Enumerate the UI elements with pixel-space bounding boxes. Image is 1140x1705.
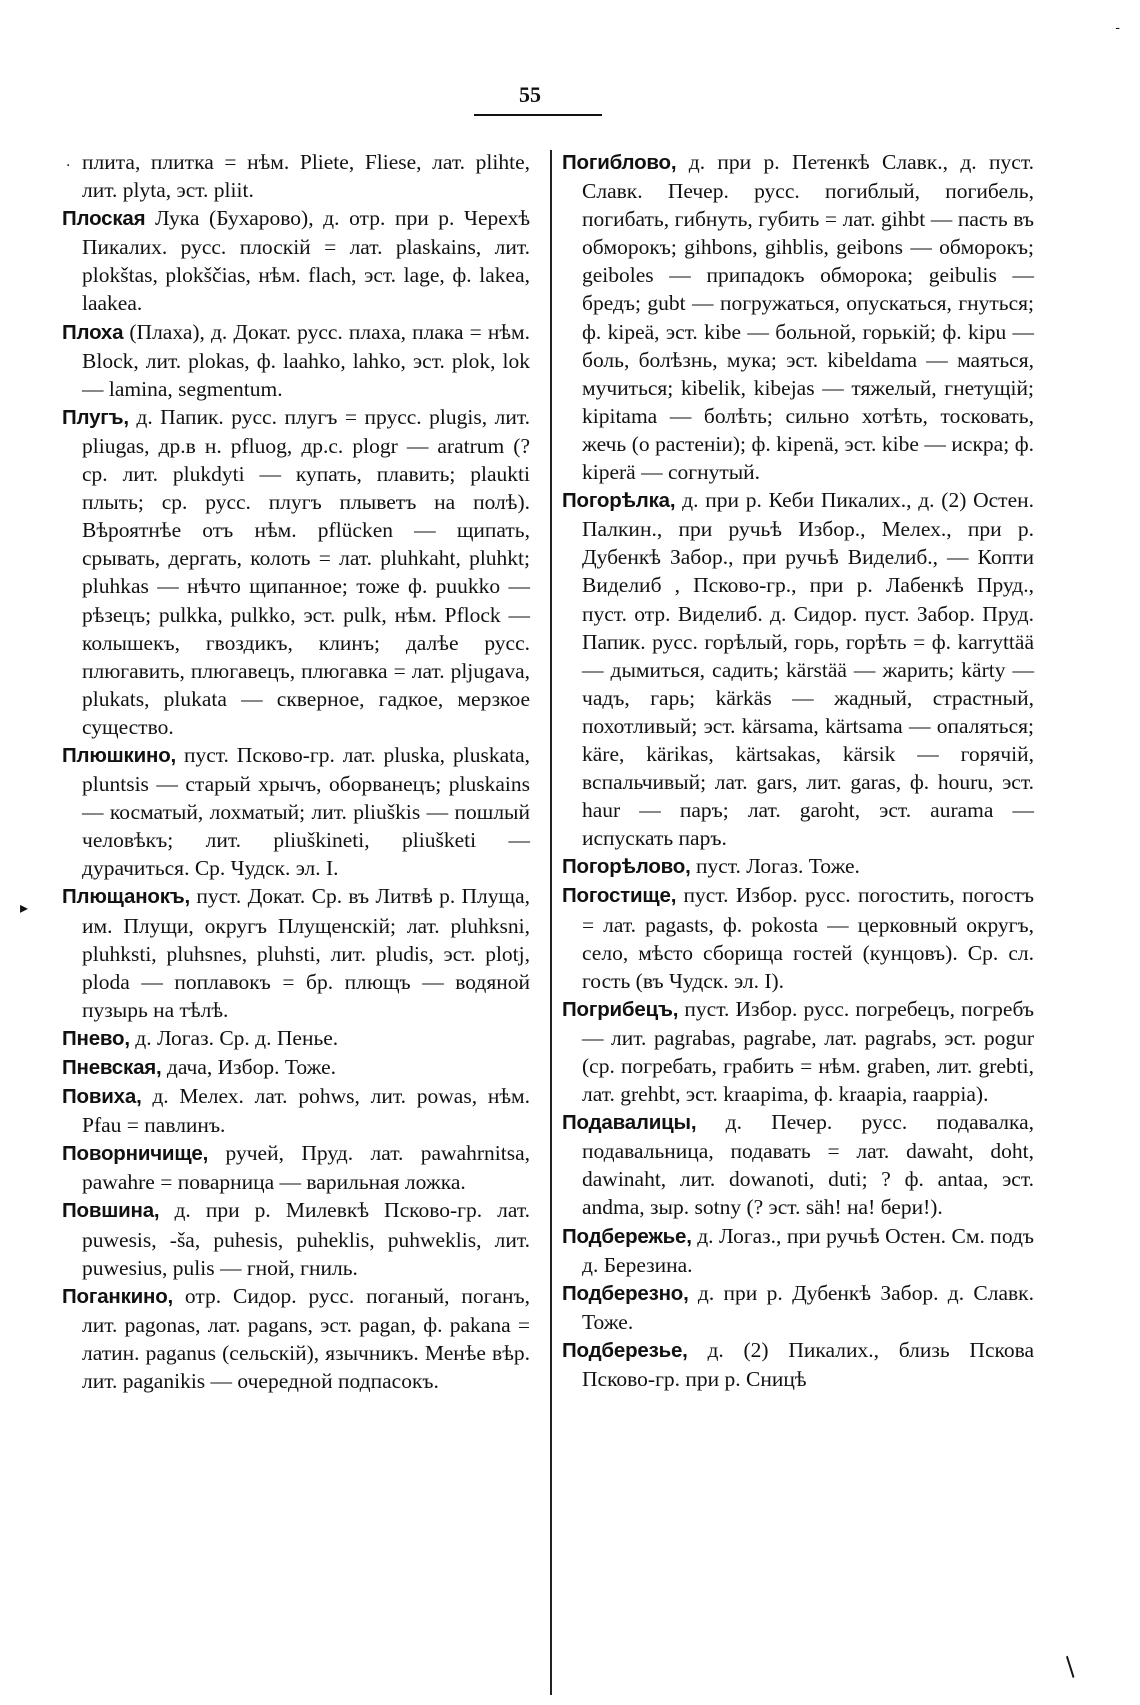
entry-text: д. (2) Пикалих., близь Пскова Псково-гр. при р. Сницѣ — [582, 1337, 1035, 1392]
entry-text: д. при р. Милевкѣ Псково-гр. лат. puwesis, -ša, puhesis, puheklis, puhweklis, лит. puwesius, pulis — гной, гниль. — [82, 1198, 530, 1280]
entry-text: дача, Избор. Тоже. — [166, 1055, 337, 1079]
entry-headword: Погиблово, — [562, 151, 677, 174]
dictionary-entry — [62, 318, 530, 403]
header-rule — [474, 114, 602, 116]
dictionary-entry — [562, 881, 1034, 994]
dictionary-entry — [62, 1196, 530, 1281]
right-column — [562, 148, 1034, 1393]
entry-headword: Погостище, — [562, 884, 677, 908]
entry-text: пуст. Избор. русс. погребецъ, погребъ — лит. pagrabas, pagrabe, лат. pagrabs, эст. pogur (ср. погребать, грабить = нѣм. graben, лит. grebti, лат. grehbt, эст. kraapima, ф. kraapia, raappia). — [582, 996, 1034, 1107]
entry-headword: Погрибецъ, — [562, 997, 679, 1021]
entry-headword: Погорѣлка, — [562, 489, 676, 513]
dictionary-entry — [62, 1024, 530, 1053]
dictionary-entry — [562, 486, 1034, 852]
dictionary-entry — [562, 1336, 1034, 1393]
dictionary-entry — [62, 1082, 530, 1139]
dictionary-entry — [62, 403, 530, 741]
entry-headword: Подбережье, — [562, 1224, 692, 1248]
entry-headword: Повшина, — [62, 1199, 160, 1223]
dictionary-entry — [62, 204, 530, 317]
dictionary-entry — [62, 148, 530, 204]
entry-text: (Плаха), д. Докат. русс. плаха, плака = нѣм. Block, лит. plokas, ф. laahko, lahko, эст. plok, lok — lamina, segmentum. — [82, 319, 530, 401]
margin-dot-mark: · — [66, 158, 71, 174]
entry-text: д. Папик. русс. плугъ = прусс. plugis, лит. pliugas, др.в н. pfluog, др.с. plogr — aratrum (? ср. лит. plukdyti — купать, плавить; plaukti плыть; ср. русс. плугъ плыветъ на полѣ). Вѣроятнѣе отъ нѣм. pflücken — щипать, срывать, дергать, колоть = лат. pluhkaht, pluhkt; pluhkas — нѣчто щипанное; тоже ф. puukko — рѣзецъ; pulkka, pulkko, эст. pulk, нѣм. Pflock — колышекъ, гвоздикъ, клинъ; далѣе русс. плюгавить, плюгавецъ, плюгавка = лат. pljugava, plukats, plukata — скверное, гадкое, мерзкое существо. — [82, 404, 530, 739]
entry-headword: Погорѣлово, — [562, 855, 691, 879]
dictionary-entry — [562, 852, 1034, 881]
entry-headword: Поганкино, — [62, 1284, 174, 1308]
dictionary-entry — [562, 995, 1034, 1108]
entry-text: д. при р. Кеби Пикалих., д. (2) Остен. Палкин., при ручьѣ Избор., Мелех., при р. Дубенкѣ Забор., при ручьѣ Виделиб., — Копти Виделиб , Псково-гр., при р. Лабенкѣ Пруд., пуст. отр. Виделиб. д. Сидор. пуст. Забор. Пруд. Папик. русс. горѣлый, горь, горѣть = ф. karryttää — дымиться, садить; kärstää — жарить; kärty — чадъ, гарь; kärkäs — жадный, страстный, похотливый; эст. kärsama, kärtsama — опаляться; käre, kärikas, kärtsakas, kärsik — горячiй, вспальчивый; лат. gars, лит. garas, ф. houru, эст. haur — паръ; лат. garoht, эст. aurama — испускать паръ. — [582, 488, 1035, 851]
entry-text: отр. Сидор. русс. поганый, поганъ, лит. pagonas, лат. pagans, эст. pagan, ф. pakana = латин. paganus (сельскiй), язычникъ. Менѣе вѣр. лит. paganikis — очередной подпасокъ. — [82, 1283, 530, 1394]
entry-text: Лука (Бухарово), д. отр. при р. Черехѣ Пикалих. русс. плоскiй = лат. plaskains, лит. plokštas, plokščias, нѣм. flach, эст. lage, ф. lakea, laakea. — [82, 206, 530, 316]
column-divider — [550, 150, 552, 1695]
corner-tick-mark: - — [1115, 20, 1120, 36]
left-column — [62, 148, 530, 1395]
entry-text: д. при р. Дубенкѣ Забор. д. Славк. Тоже. — [582, 1280, 1035, 1334]
dictionary-entry — [562, 1108, 1034, 1221]
entry-text: д. при р. Петенкѣ Славк., д. пуст. Славк. Печер. русс. погиблый, погибель, погибать, гибнуть, губить = лат. gihbt — пасть въ обморокъ; gihbons, gihblis, geibons — обморокъ; geiboles — припадокъ обморока; geibulis — бредъ; gubt — погружаться, опускаться, гнуться; ф. kipeä, эст. kibe — больной, горькiй; ф. kipu — боль, болѣзнь, мука; эст. kibeldama — маяться, мучиться; kibelik, kibejas — тяжелый, гнетущiй; kipitama — болѣть; сильно хотѣть, тосковать, жечь (о растенiи); ф. kipenä, эст. kibe — искра; ф. kiperä — согнутый. — [582, 150, 1035, 485]
dictionary-entry — [62, 1053, 530, 1082]
entry-text: д. Логаз. Ср. д. Пенье. — [135, 1025, 339, 1050]
dictionary-entry — [562, 148, 1034, 486]
dictionary-entry — [62, 1282, 530, 1395]
entry-text: пуст. Избор. русс. погостить, погостъ = лат. pagasts, ф. pokosta — церковный округъ, село, мѣсто сборища гостей (кунцовъ). Ср. сл. гость (въ Чудск. эл. I). — [582, 883, 1034, 993]
entry-text: ручей, Пруд. лат. pawahrnitsa, pawahre = поварница — варильная ложка. — [82, 1141, 531, 1195]
entry-headword: Подберезно, — [562, 1281, 689, 1305]
dictionary-entry — [62, 882, 530, 1023]
entry-headword: Повиха, — [62, 1085, 142, 1109]
pen-stroke-mark: / — [1058, 1652, 1083, 1682]
entry-text: плита, плитка = нѣм. Pliete, Fliese, лат. plihte, лит. plyta, эст. pliit. — [82, 150, 530, 203]
entry-headword: Плоха — [62, 320, 124, 344]
entry-text: пуст. Псково-гр. лат. pluska, pluskata, pluntsis — старый хрычъ, оборванецъ; pluskains — косматый, лохматый; лит. pliuškis — пошлый человѣкъ; лит. pliuškineti, pliušketi — дурачиться. Ср. Чудск. эл. I. — [82, 742, 530, 881]
dictionary-entry — [62, 1139, 530, 1196]
dictionary-entry — [62, 741, 530, 882]
entry-headword: Подберезье, — [562, 1338, 688, 1362]
entry-headword: Плющанокъ, — [62, 885, 191, 909]
dictionary-entry — [562, 1279, 1034, 1336]
entry-text: пуст. Докат. Ср. въ Литвѣ р. Плуща, им. Плущи, округъ Плущенскiй; лат. pluhksni, pluhksti, pluhsnes, pluhsti, лит. pludis, эст. plotj, ploda — поплавокъ = бр. плющъ — водяной пузырь на тѣлѣ. — [82, 884, 531, 1022]
entry-text: д. Мелех. лат. pohws, лит. powas, нѣм. Pfau = павлинъ. — [82, 1084, 531, 1138]
entry-headword: Плюшкино, — [62, 743, 177, 767]
entry-headword: Пнево, — [62, 1026, 130, 1050]
margin-arrow-mark: ▸ — [20, 898, 29, 917]
entry-headword: Поворничище, — [62, 1142, 209, 1166]
page-number: 55 — [519, 82, 541, 107]
dictionary-entry — [562, 1222, 1034, 1279]
entry-text: д. Логаз., при ручьѣ Остен. См. подъ д. Березина. — [582, 1223, 1035, 1277]
entry-headword: Пневская, — [62, 1056, 162, 1079]
entry-text: д. Печер. русс. подавалка, подавальница, подавать = лат. dawaht, doht, dawinaht, лит. dowanoti, duti; ? ф. antaa, эст. andma, зыр. sotny (? эст. säh! на! бери!). — [582, 1110, 1034, 1220]
entry-headword: Плугъ, — [62, 405, 129, 429]
entry-headword: Плоская — [62, 207, 146, 231]
entry-text: пуст. Логаз. Тоже. — [695, 854, 860, 879]
entry-headword: Подавалицы, — [562, 1111, 697, 1135]
